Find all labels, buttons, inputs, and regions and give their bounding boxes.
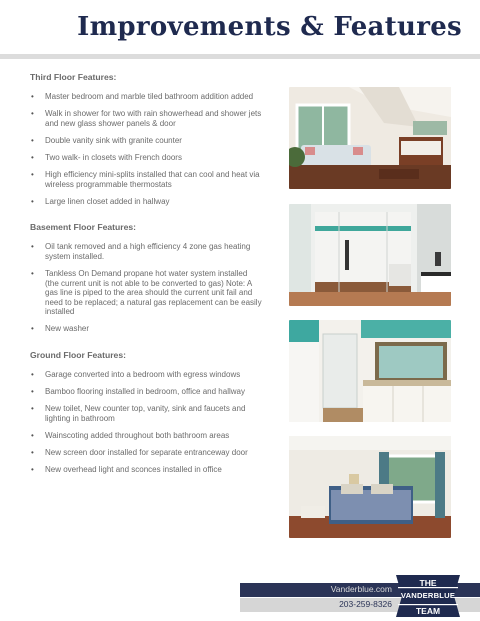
feature-list xyxy=(30,92,262,206)
footer-website-link[interactable]: Vanderblue.com xyxy=(330,584,392,594)
feature-list xyxy=(30,242,262,334)
list-item: • Double vanity sink with granite counter xyxy=(30,136,262,146)
list-item: • Large linen closet added in hallway xyxy=(30,197,262,207)
list-item: • Master bedroom and marble tiled bathroom addition added xyxy=(30,92,262,102)
list-item: • Wainscoting added throughout both bathroom areas xyxy=(30,431,262,441)
ground-floor-section xyxy=(30,350,262,475)
page-title: Improvements & Features xyxy=(77,12,462,42)
list-item: • Oil tank removed and a high efficiency 4 zone gas heating system installed. xyxy=(30,242,262,261)
list-item: • New screen door installed for separate entranceway door xyxy=(30,448,262,458)
section-heading: Third Floor Features: xyxy=(30,72,117,82)
photo-bathroom-vanity xyxy=(289,320,451,422)
section-heading: Ground Floor Features: xyxy=(30,350,126,360)
list-item: • New washer xyxy=(30,324,262,334)
features-content xyxy=(30,72,262,491)
list-item: • Tankless On Demand propane hot water system installed (the current unit is not able to be converted to gas) Note: A gas line is piped to the area should the current unit fail and need to be replaced; a natural gas replacement can be easily installed xyxy=(30,269,262,317)
third-floor-section xyxy=(30,72,262,206)
list-item: • Garage converted into a bedroom with egress windows xyxy=(30,370,262,380)
list-item: • Bamboo flooring installed in bedroom, office and hallway xyxy=(30,387,262,397)
logo-line-team: TEAM xyxy=(415,606,441,616)
footer-phone: 203-259-8326 xyxy=(339,599,392,609)
title-divider xyxy=(0,54,480,59)
photo-walk-in-shower xyxy=(289,204,451,306)
list-item: • Walk in shower for two with rain showerhead and shower jets and new glass shower panels & door xyxy=(30,109,262,128)
photo-master-bedroom xyxy=(289,87,451,189)
vanderblue-team-logo xyxy=(396,575,460,617)
list-item: • High efficiency mini-splits installed that can cool and heat via wireless programmable thermostats xyxy=(30,170,262,189)
section-heading: Basement Floor Features: xyxy=(30,222,137,233)
list-item: • New overhead light and sconces installed in office xyxy=(30,465,262,475)
feature-list xyxy=(30,370,262,475)
logo-line-the: THE xyxy=(419,578,437,588)
photo-ground-floor-bedroom xyxy=(289,436,451,538)
logo-line-vanderblue: VANDERBLUE xyxy=(400,591,456,600)
list-item: • New toilet, New counter top, vanity, sink and faucets and lighting in bathroom xyxy=(30,404,262,423)
basement-floor-section xyxy=(30,222,262,334)
list-item: • Two walk- in closets with French doors xyxy=(30,153,262,163)
